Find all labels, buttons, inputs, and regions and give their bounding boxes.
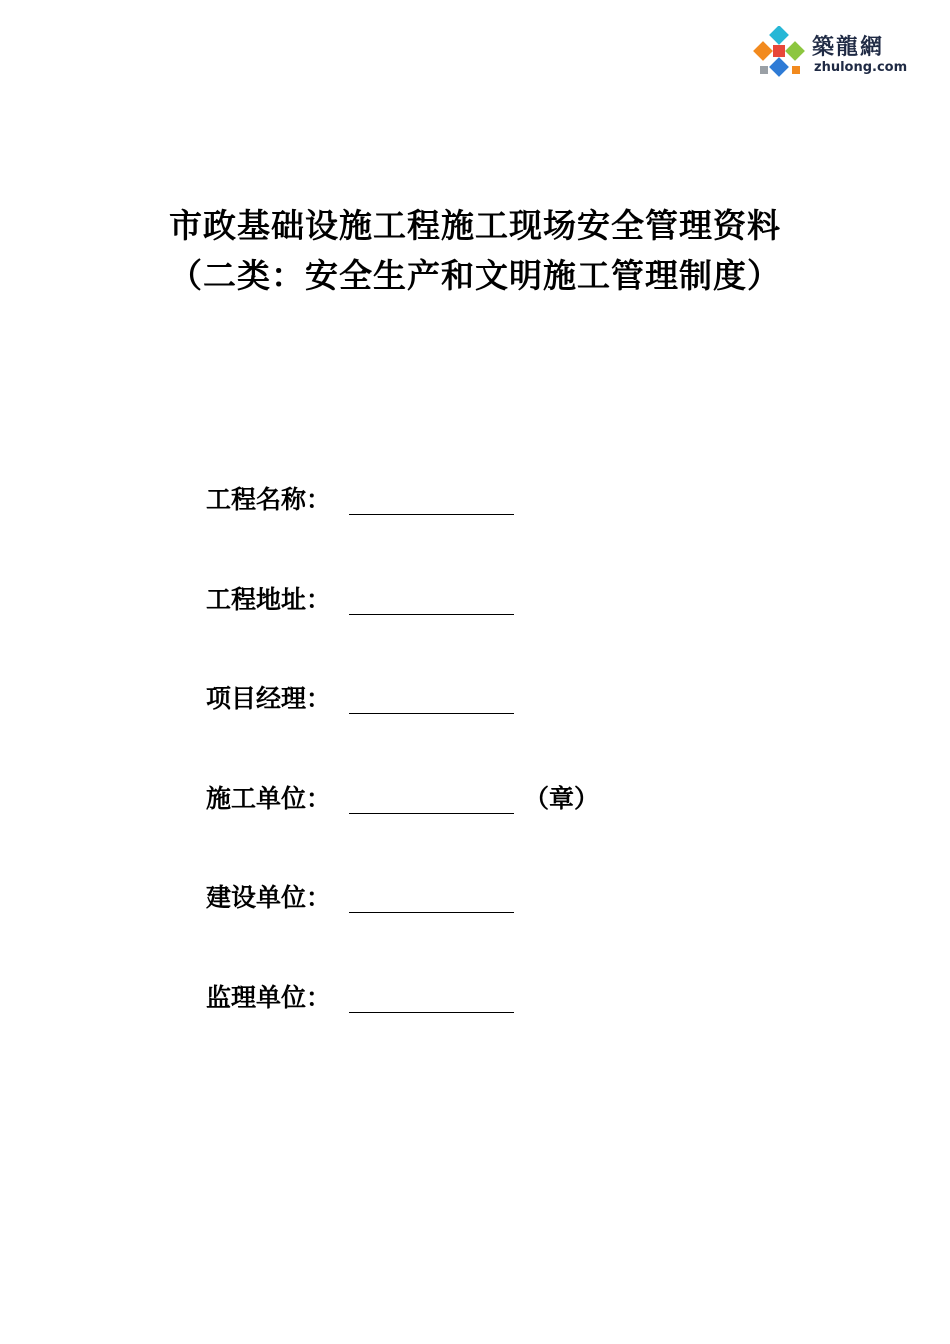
field-project-manager (206, 679, 666, 719)
field-label: 项目经理： (206, 684, 332, 713)
field-label: 工程地址： (206, 585, 332, 614)
zhulong-logo (752, 26, 912, 82)
blank-input-line[interactable] (349, 514, 514, 515)
logo-domain-text: zhulong.com (814, 60, 908, 75)
field-project-address (206, 580, 666, 620)
blank-input-line[interactable] (349, 813, 514, 814)
field-label: 建设单位： (206, 883, 332, 912)
field-construction-unit (206, 779, 666, 819)
field-owner-unit (206, 878, 666, 918)
blank-input-line[interactable] (349, 614, 514, 615)
blank-input-line[interactable] (349, 1012, 514, 1013)
field-label: 监理单位： (206, 983, 332, 1012)
blank-input-line[interactable] (349, 912, 514, 913)
field-label: 工程名称： (206, 485, 332, 514)
zhulong-logo-icon (752, 26, 808, 82)
seal-note: （章） (524, 784, 600, 813)
document-title-line1: 市政基础设施工程施工现场安全管理资料 (169, 206, 781, 245)
field-supervision-unit (206, 978, 666, 1018)
document-title-line2: （二类：安全生产和文明施工管理制度） (169, 256, 781, 295)
logo-chinese-text: 築龍網 (812, 34, 885, 60)
blank-input-line[interactable] (349, 713, 514, 714)
field-project-name (206, 480, 666, 520)
field-label: 施工单位： (206, 784, 332, 813)
